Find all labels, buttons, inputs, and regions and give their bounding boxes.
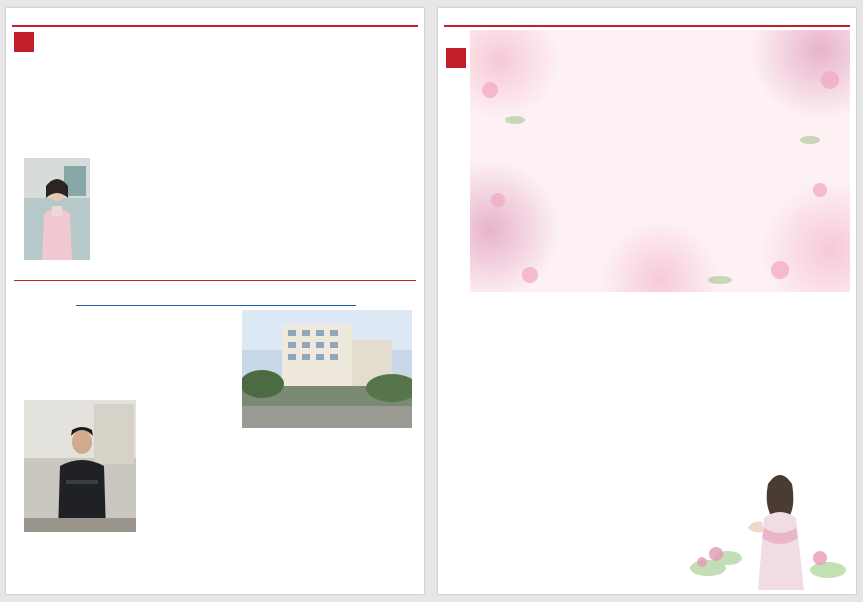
- article2-text-col1: [454, 320, 644, 582]
- page-header: [14, 10, 416, 24]
- page-header: [446, 10, 848, 24]
- article-paragraph-1: [490, 74, 830, 114]
- article2-text-col1: [24, 310, 184, 400]
- article2-text-col2-cont: [190, 470, 238, 566]
- article2-text-col1-wrap: [138, 400, 184, 532]
- article2-text-col2: [652, 320, 842, 420]
- article-paragraph-4: [490, 213, 830, 229]
- staff-photo: [24, 158, 90, 260]
- title-underline: [76, 305, 356, 306]
- article-text-col3: [278, 74, 412, 244]
- section-badge: [446, 48, 466, 68]
- header-rule: [12, 25, 418, 27]
- article-paragraph-2: [490, 118, 830, 140]
- article-text-col2: [136, 74, 270, 266]
- article2-text-col3: [242, 432, 412, 572]
- section-divider: [14, 280, 416, 281]
- woman-illustration: [688, 458, 848, 590]
- article-text-col1: [24, 74, 128, 158]
- guard-photo: [24, 400, 136, 532]
- hospital-building-photo: [242, 310, 412, 428]
- article-paragraph-3: [490, 150, 830, 200]
- header-rule: [444, 25, 850, 27]
- newspaper-page-3: [438, 8, 856, 594]
- article-text-col1-wrap: [92, 158, 128, 260]
- newspaper-page-2: [6, 8, 424, 594]
- section-badge: [14, 32, 34, 52]
- article2-text-col2: [190, 310, 238, 470]
